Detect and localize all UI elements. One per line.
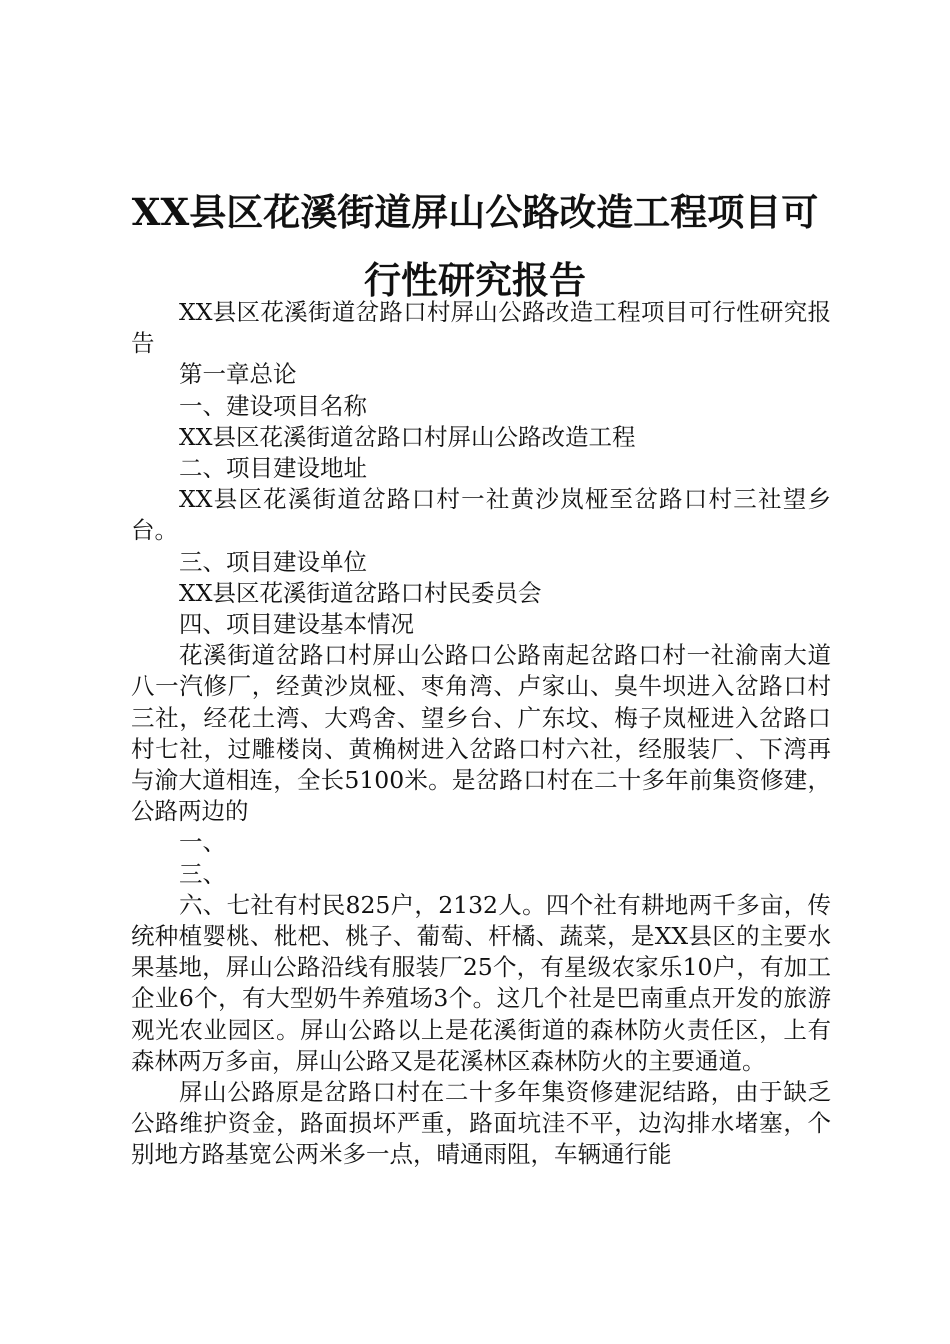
paragraph-fragment-three: 三、 [179,859,226,888]
paragraph-report-name: XX县区花溪街道岔路口村屏山公路改造工程项目可行性研究报告 [131,298,831,358]
heading-project-address: 二、项目建设地址 [179,454,367,483]
document-body [131,297,831,1171]
heading-project-unit: 三、项目建设单位 [179,547,367,576]
paragraph-project-unit: XX县区花溪街道岔路口村民委员会 [179,578,542,607]
paragraph-project-name: XX县区花溪街道岔路口村屏山公路改造工程 [179,422,636,451]
heading-project-name: 一、建设项目名称 [179,391,367,420]
heading-chapter-one: 第一章总论 [179,360,297,389]
document-title: XX县区花溪街道屏山公路改造工程项目可行性研究报告 [131,190,819,302]
paragraph-project-address: XX县区花溪街道岔路口村一社黄沙岚桠至岔路口村三社望乡台。 [131,485,831,545]
paragraph-road-route: 花溪街道岔路口村屏山公路口公路南起岔路口村一社渝南大道八一汽修厂，经黄沙岚桠、枣角湾、卢家山、臭牛坝进入岔路口村三社，经花土湾、大鸡舍、望乡台、广东坟、梅子岚桠进入岔路口村七社，过雕楼岗、黄桷树进入岔路口村六社，经服装厂、下湾再与渝大道相连，全长5100米。是岔路口村在二十多年前集资修建，公路两边的 [131,641,831,826]
paragraph-fragment-one: 一、 [179,828,226,857]
paragraph-road-condition: 屏山公路原是岔路口村在二十多年集资修建泥结路，由于缺乏公路维护资金，路面损坏严重，路面坑洼不平，边沟排水堵塞，个别地方路基宽公两米多一点，晴通雨阻，车辆通行能 [131,1078,831,1169]
paragraph-villagers: 六、七社有村民825户，2132人。四个社有耕地两千多亩，传统种植婴桃、枇杷、桃子、葡萄、杆橘、蔬菜，是XX县区的主要水果基地，屏山公路沿线有服装厂25个，有星级农家乐10户，有加工企业6个，有大型奶牛养殖场3个。这几个社是巴南重点开发的旅游观光农业园区。屏山公路以上是花溪街道的森林防火责任区，上有森林两万多亩，屏山公路又是花溪林区森林防火的主要通道。 [131,890,831,1075]
heading-project-situation: 四、项目建设基本情况 [179,610,414,639]
